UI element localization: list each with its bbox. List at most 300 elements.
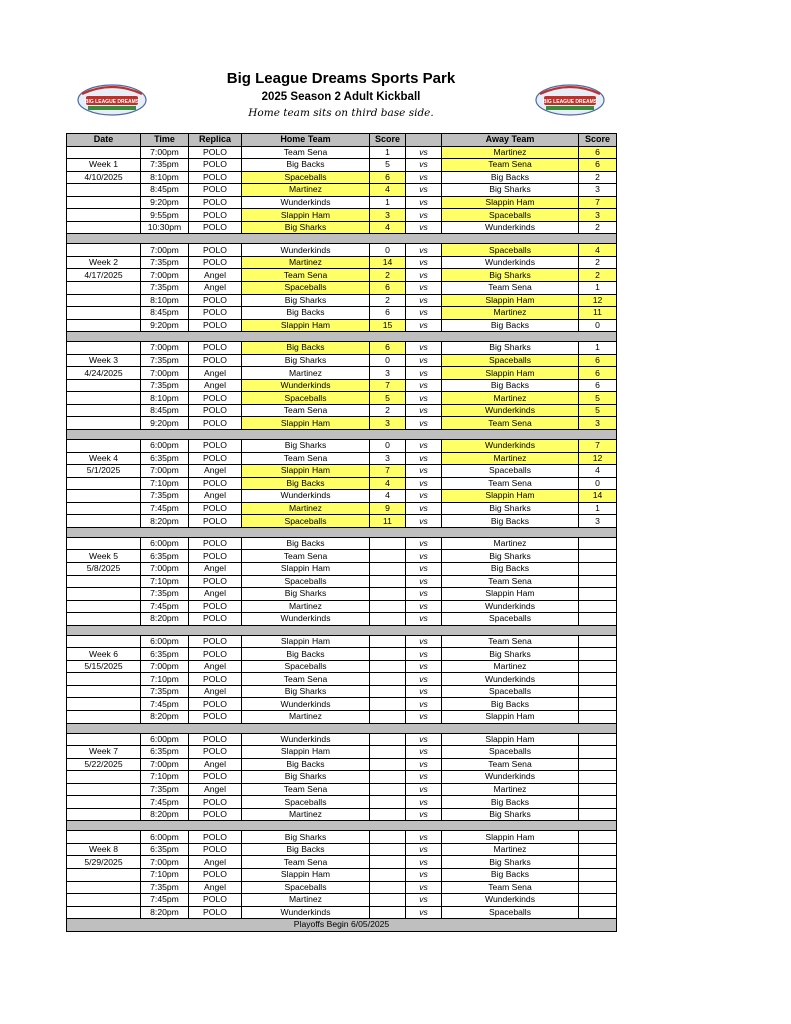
separator-cell bbox=[67, 625, 617, 635]
game-row bbox=[67, 881, 617, 894]
home-team: Spaceballs bbox=[242, 171, 370, 184]
away-score: 0 bbox=[579, 319, 617, 332]
away-team: Team Sena bbox=[442, 417, 579, 430]
game-row bbox=[67, 354, 617, 367]
home-score bbox=[370, 710, 406, 723]
game-row bbox=[67, 894, 617, 907]
game-field: POLO bbox=[189, 184, 242, 197]
away-team: Slappin Ham bbox=[442, 367, 579, 380]
week-cell bbox=[67, 783, 141, 796]
home-score: 3 bbox=[370, 452, 406, 465]
game-time: 9:20pm bbox=[141, 417, 189, 430]
game-field: POLO bbox=[189, 710, 242, 723]
game-time: 7:00pm bbox=[141, 244, 189, 257]
vs-label: vs bbox=[406, 171, 442, 184]
game-field: POLO bbox=[189, 515, 242, 528]
away-team: Martinez bbox=[442, 452, 579, 465]
week-date: 5/8/2025 bbox=[67, 562, 141, 575]
game-row bbox=[67, 490, 617, 503]
game-field: POLO bbox=[189, 746, 242, 759]
game-field: POLO bbox=[189, 440, 242, 453]
away-score bbox=[579, 550, 617, 563]
separator-cell bbox=[67, 527, 617, 537]
game-field: Angel bbox=[189, 562, 242, 575]
away-team: Spaceballs bbox=[442, 244, 579, 257]
vs-label: vs bbox=[406, 417, 442, 430]
vs-label: vs bbox=[406, 894, 442, 907]
vs-label: vs bbox=[406, 856, 442, 869]
away-team: Slappin Ham bbox=[442, 588, 579, 601]
game-field: POLO bbox=[189, 307, 242, 320]
game-field: Angel bbox=[189, 783, 242, 796]
home-team: Big Sharks bbox=[242, 354, 370, 367]
home-score: 2 bbox=[370, 294, 406, 307]
week-separator bbox=[67, 430, 617, 440]
vs-label: vs bbox=[406, 221, 442, 234]
week-date: 4/24/2025 bbox=[67, 367, 141, 380]
game-field: POLO bbox=[189, 256, 242, 269]
week-cell bbox=[67, 282, 141, 295]
game-field: Angel bbox=[189, 758, 242, 771]
vs-label: vs bbox=[406, 452, 442, 465]
week-cell bbox=[67, 515, 141, 528]
document-title: Big League Dreams Sports Park bbox=[226, 70, 456, 87]
home-score: 5 bbox=[370, 159, 406, 172]
col-date: Date bbox=[67, 134, 141, 147]
game-field: POLO bbox=[189, 221, 242, 234]
vs-label: vs bbox=[406, 575, 442, 588]
game-field: POLO bbox=[189, 244, 242, 257]
game-row bbox=[67, 660, 617, 673]
game-field: POLO bbox=[189, 698, 242, 711]
week-label: Week 1 bbox=[67, 159, 141, 172]
game-time: 6:35pm bbox=[141, 550, 189, 563]
away-score bbox=[579, 710, 617, 723]
away-team: Wunderkinds bbox=[442, 404, 579, 417]
game-field: POLO bbox=[189, 635, 242, 648]
game-row bbox=[67, 550, 617, 563]
game-time: 6:00pm bbox=[141, 440, 189, 453]
away-score: 3 bbox=[579, 184, 617, 197]
game-field: POLO bbox=[189, 294, 242, 307]
game-field: Angel bbox=[189, 685, 242, 698]
away-team: Big Sharks bbox=[442, 648, 579, 661]
home-score bbox=[370, 613, 406, 626]
week-separator bbox=[67, 332, 617, 342]
vs-label: vs bbox=[406, 562, 442, 575]
game-field: Angel bbox=[189, 269, 242, 282]
game-row bbox=[67, 758, 617, 771]
vs-label: vs bbox=[406, 613, 442, 626]
vs-label: vs bbox=[406, 758, 442, 771]
game-field: Angel bbox=[189, 465, 242, 478]
away-score bbox=[579, 906, 617, 919]
home-score: 3 bbox=[370, 209, 406, 222]
week-cell bbox=[67, 588, 141, 601]
home-score bbox=[370, 550, 406, 563]
away-team: Big Backs bbox=[442, 171, 579, 184]
home-score: 6 bbox=[370, 307, 406, 320]
home-score: 2 bbox=[370, 269, 406, 282]
away-team: Big Sharks bbox=[442, 342, 579, 355]
game-field: Angel bbox=[189, 881, 242, 894]
vs-label: vs bbox=[406, 843, 442, 856]
away-score: 5 bbox=[579, 392, 617, 405]
col-away-score: Score bbox=[579, 134, 617, 147]
vs-label: vs bbox=[406, 440, 442, 453]
home-team: Wunderkinds bbox=[242, 906, 370, 919]
week-cell bbox=[67, 146, 141, 159]
away-score bbox=[579, 575, 617, 588]
game-time: 7:35pm bbox=[141, 490, 189, 503]
game-row bbox=[67, 404, 617, 417]
game-row bbox=[67, 635, 617, 648]
vs-label: vs bbox=[406, 404, 442, 417]
home-team: Slappin Ham bbox=[242, 746, 370, 759]
away-score: 3 bbox=[579, 209, 617, 222]
game-field: POLO bbox=[189, 648, 242, 661]
away-score bbox=[579, 673, 617, 686]
home-score: 1 bbox=[370, 146, 406, 159]
game-field: POLO bbox=[189, 209, 242, 222]
away-team: Big Backs bbox=[442, 698, 579, 711]
home-score bbox=[370, 843, 406, 856]
away-score: 1 bbox=[579, 342, 617, 355]
game-time: 7:35pm bbox=[141, 881, 189, 894]
away-score bbox=[579, 881, 617, 894]
home-team: Martinez bbox=[242, 710, 370, 723]
vs-label: vs bbox=[406, 550, 442, 563]
home-team: Slappin Ham bbox=[242, 417, 370, 430]
away-score: 1 bbox=[579, 282, 617, 295]
week-cell bbox=[67, 685, 141, 698]
week-cell bbox=[67, 831, 141, 844]
away-score bbox=[579, 808, 617, 821]
game-field: Angel bbox=[189, 379, 242, 392]
away-team: Big Backs bbox=[442, 515, 579, 528]
game-field: POLO bbox=[189, 673, 242, 686]
vs-label: vs bbox=[406, 648, 442, 661]
week-cell bbox=[67, 417, 141, 430]
home-score bbox=[370, 758, 406, 771]
game-time: 9:20pm bbox=[141, 319, 189, 332]
home-team: Slappin Ham bbox=[242, 319, 370, 332]
away-score bbox=[579, 600, 617, 613]
col-vs bbox=[406, 134, 442, 147]
away-team: Team Sena bbox=[442, 159, 579, 172]
game-row bbox=[67, 831, 617, 844]
game-row bbox=[67, 184, 617, 197]
home-score: 15 bbox=[370, 319, 406, 332]
game-row bbox=[67, 673, 617, 686]
game-row bbox=[67, 171, 617, 184]
home-team: Big Sharks bbox=[242, 221, 370, 234]
away-score bbox=[579, 796, 617, 809]
game-field: POLO bbox=[189, 613, 242, 626]
week-date: 5/1/2025 bbox=[67, 465, 141, 478]
game-row bbox=[67, 379, 617, 392]
home-team: Big Backs bbox=[242, 758, 370, 771]
away-team: Slappin Ham bbox=[442, 294, 579, 307]
week-cell bbox=[67, 698, 141, 711]
week-cell bbox=[67, 184, 141, 197]
game-time: 7:45pm bbox=[141, 796, 189, 809]
home-team: Big Sharks bbox=[242, 440, 370, 453]
home-score: 4 bbox=[370, 490, 406, 503]
game-row bbox=[67, 146, 617, 159]
away-team: Slappin Ham bbox=[442, 733, 579, 746]
week-label: Week 5 bbox=[67, 550, 141, 563]
game-row bbox=[67, 502, 617, 515]
week-cell bbox=[67, 477, 141, 490]
away-team: Team Sena bbox=[442, 282, 579, 295]
game-row bbox=[67, 856, 617, 869]
away-team: Wunderkinds bbox=[442, 600, 579, 613]
game-time: 7:10pm bbox=[141, 868, 189, 881]
away-score bbox=[579, 746, 617, 759]
game-time: 6:35pm bbox=[141, 648, 189, 661]
game-field: POLO bbox=[189, 868, 242, 881]
away-team: Spaceballs bbox=[442, 746, 579, 759]
game-time: 7:35pm bbox=[141, 354, 189, 367]
vs-label: vs bbox=[406, 392, 442, 405]
week-cell bbox=[67, 307, 141, 320]
week-cell bbox=[67, 244, 141, 257]
vs-label: vs bbox=[406, 537, 442, 550]
home-team: Team Sena bbox=[242, 146, 370, 159]
week-cell bbox=[67, 294, 141, 307]
game-time: 6:00pm bbox=[141, 635, 189, 648]
game-time: 7:45pm bbox=[141, 502, 189, 515]
game-row bbox=[67, 244, 617, 257]
game-row bbox=[67, 269, 617, 282]
game-row bbox=[67, 294, 617, 307]
away-team: Big Backs bbox=[442, 319, 579, 332]
week-cell bbox=[67, 537, 141, 550]
home-team: Martinez bbox=[242, 367, 370, 380]
game-time: 7:45pm bbox=[141, 600, 189, 613]
home-team: Spaceballs bbox=[242, 575, 370, 588]
game-row bbox=[67, 733, 617, 746]
away-score: 11 bbox=[579, 307, 617, 320]
away-team: Big Backs bbox=[442, 379, 579, 392]
home-score bbox=[370, 746, 406, 759]
away-team: Wunderkinds bbox=[442, 771, 579, 784]
away-score bbox=[579, 613, 617, 626]
home-team: Martinez bbox=[242, 600, 370, 613]
away-team: Team Sena bbox=[442, 575, 579, 588]
away-team: Martinez bbox=[442, 660, 579, 673]
away-score: 7 bbox=[579, 196, 617, 209]
away-score: 4 bbox=[579, 465, 617, 478]
home-team: Slappin Ham bbox=[242, 209, 370, 222]
game-field: POLO bbox=[189, 392, 242, 405]
vs-label: vs bbox=[406, 906, 442, 919]
vs-label: vs bbox=[406, 831, 442, 844]
away-score bbox=[579, 635, 617, 648]
game-row bbox=[67, 392, 617, 405]
game-time: 8:20pm bbox=[141, 808, 189, 821]
game-row bbox=[67, 282, 617, 295]
home-score: 9 bbox=[370, 502, 406, 515]
game-time: 7:00pm bbox=[141, 562, 189, 575]
game-row bbox=[67, 648, 617, 661]
game-row bbox=[67, 319, 617, 332]
game-field: Angel bbox=[189, 660, 242, 673]
game-row bbox=[67, 537, 617, 550]
away-score bbox=[579, 685, 617, 698]
vs-label: vs bbox=[406, 159, 442, 172]
game-time: 8:45pm bbox=[141, 404, 189, 417]
home-score bbox=[370, 673, 406, 686]
away-team: Big Backs bbox=[442, 562, 579, 575]
away-score: 7 bbox=[579, 440, 617, 453]
separator-cell bbox=[67, 430, 617, 440]
home-team: Slappin Ham bbox=[242, 562, 370, 575]
home-score bbox=[370, 831, 406, 844]
game-row bbox=[67, 906, 617, 919]
away-team: Martinez bbox=[442, 146, 579, 159]
game-field: POLO bbox=[189, 575, 242, 588]
col-replica: Replica bbox=[189, 134, 242, 147]
week-label: Week 8 bbox=[67, 843, 141, 856]
home-team: Spaceballs bbox=[242, 282, 370, 295]
away-team: Wunderkinds bbox=[442, 221, 579, 234]
vs-label: vs bbox=[406, 660, 442, 673]
game-field: Angel bbox=[189, 490, 242, 503]
home-score: 3 bbox=[370, 417, 406, 430]
away-team: Wunderkinds bbox=[442, 440, 579, 453]
home-team: Team Sena bbox=[242, 269, 370, 282]
game-time: 8:20pm bbox=[141, 710, 189, 723]
home-team: Team Sena bbox=[242, 673, 370, 686]
week-cell bbox=[67, 440, 141, 453]
away-score bbox=[579, 733, 617, 746]
home-team: Team Sena bbox=[242, 783, 370, 796]
vs-label: vs bbox=[406, 868, 442, 881]
away-score: 5 bbox=[579, 404, 617, 417]
home-team: Wunderkinds bbox=[242, 244, 370, 257]
game-row bbox=[67, 196, 617, 209]
col-home-team: Home Team bbox=[242, 134, 370, 147]
vs-label: vs bbox=[406, 307, 442, 320]
home-team: Big Sharks bbox=[242, 771, 370, 784]
week-separator bbox=[67, 234, 617, 244]
game-row bbox=[67, 588, 617, 601]
game-time: 7:10pm bbox=[141, 477, 189, 490]
vs-label: vs bbox=[406, 515, 442, 528]
away-score: 14 bbox=[579, 490, 617, 503]
home-score: 4 bbox=[370, 184, 406, 197]
away-team: Spaceballs bbox=[442, 685, 579, 698]
game-field: POLO bbox=[189, 808, 242, 821]
home-score bbox=[370, 588, 406, 601]
game-row bbox=[67, 808, 617, 821]
away-team: Martinez bbox=[442, 392, 579, 405]
game-row bbox=[67, 342, 617, 355]
game-row bbox=[67, 159, 617, 172]
game-row bbox=[67, 256, 617, 269]
vs-label: vs bbox=[406, 685, 442, 698]
away-team: Slappin Ham bbox=[442, 710, 579, 723]
away-score: 6 bbox=[579, 379, 617, 392]
col-home-score: Score bbox=[370, 134, 406, 147]
week-separator bbox=[67, 527, 617, 537]
vs-label: vs bbox=[406, 796, 442, 809]
document-header bbox=[66, 70, 616, 130]
vs-label: vs bbox=[406, 465, 442, 478]
game-field: POLO bbox=[189, 404, 242, 417]
away-score: 2 bbox=[579, 269, 617, 282]
home-score: 4 bbox=[370, 221, 406, 234]
game-time: 7:45pm bbox=[141, 894, 189, 907]
game-row bbox=[67, 440, 617, 453]
game-row bbox=[67, 746, 617, 759]
game-field: POLO bbox=[189, 550, 242, 563]
game-row bbox=[67, 868, 617, 881]
game-field: Angel bbox=[189, 588, 242, 601]
game-time: 9:20pm bbox=[141, 196, 189, 209]
away-team: Big Backs bbox=[442, 868, 579, 881]
vs-label: vs bbox=[406, 588, 442, 601]
home-team: Big Sharks bbox=[242, 294, 370, 307]
home-team: Big Backs bbox=[242, 537, 370, 550]
vs-label: vs bbox=[406, 196, 442, 209]
away-score bbox=[579, 783, 617, 796]
away-team: Big Sharks bbox=[442, 269, 579, 282]
home-team: Big Backs bbox=[242, 843, 370, 856]
game-time: 6:00pm bbox=[141, 831, 189, 844]
away-score bbox=[579, 537, 617, 550]
game-time: 8:10pm bbox=[141, 294, 189, 307]
week-label: Week 6 bbox=[67, 648, 141, 661]
game-time: 8:45pm bbox=[141, 307, 189, 320]
game-time: 7:00pm bbox=[141, 758, 189, 771]
away-team: Martinez bbox=[442, 783, 579, 796]
game-row bbox=[67, 221, 617, 234]
game-row bbox=[67, 783, 617, 796]
game-field: POLO bbox=[189, 537, 242, 550]
game-time: 7:00pm bbox=[141, 660, 189, 673]
week-separator bbox=[67, 821, 617, 831]
game-field: Angel bbox=[189, 856, 242, 869]
away-score: 12 bbox=[579, 294, 617, 307]
home-team: Team Sena bbox=[242, 404, 370, 417]
away-team: Wunderkinds bbox=[442, 894, 579, 907]
vs-label: vs bbox=[406, 256, 442, 269]
week-cell bbox=[67, 379, 141, 392]
week-date: 5/15/2025 bbox=[67, 660, 141, 673]
game-row bbox=[67, 367, 617, 380]
game-field: POLO bbox=[189, 196, 242, 209]
home-score: 4 bbox=[370, 477, 406, 490]
home-team: Martinez bbox=[242, 808, 370, 821]
week-cell bbox=[67, 796, 141, 809]
vs-label: vs bbox=[406, 319, 442, 332]
home-team: Wunderkinds bbox=[242, 379, 370, 392]
away-score: 6 bbox=[579, 367, 617, 380]
home-team: Team Sena bbox=[242, 550, 370, 563]
week-cell bbox=[67, 196, 141, 209]
home-score bbox=[370, 894, 406, 907]
home-team: Team Sena bbox=[242, 856, 370, 869]
home-score bbox=[370, 856, 406, 869]
game-time: 7:00pm bbox=[141, 342, 189, 355]
game-field: Angel bbox=[189, 282, 242, 295]
game-time: 7:10pm bbox=[141, 575, 189, 588]
week-cell bbox=[67, 575, 141, 588]
week-date: 5/22/2025 bbox=[67, 758, 141, 771]
